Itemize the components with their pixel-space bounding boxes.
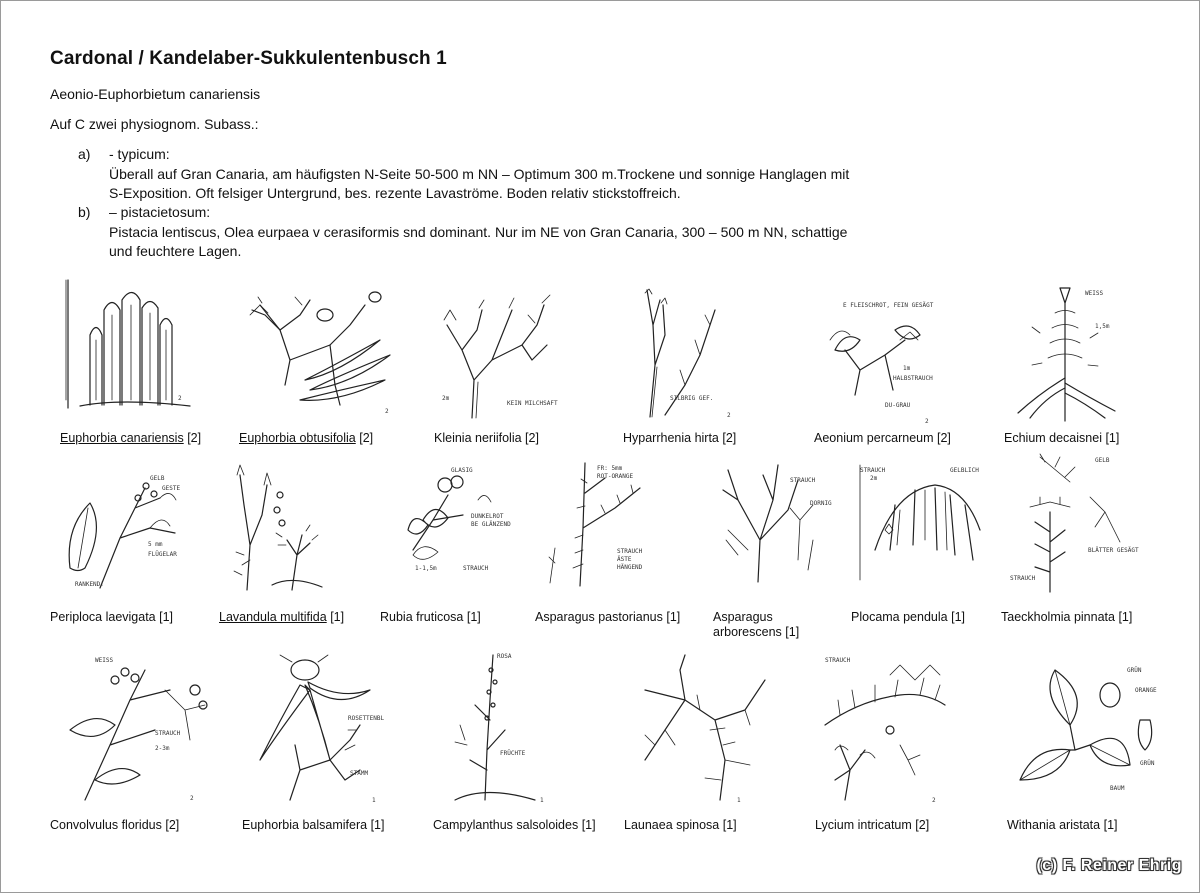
plant-caption <box>1007 818 1118 833</box>
svg-text:ROT-ORANGE: ROT-ORANGE <box>597 473 634 480</box>
plant-count: [2] <box>722 431 737 445</box>
sketch-note: SILBRIG GEF. <box>670 395 714 402</box>
plant-count: [2] <box>187 431 202 445</box>
plant-name: Launaea spinosa <box>624 818 720 832</box>
plant-name: Convolvulus floridus <box>50 818 162 832</box>
svg-text:FRÜCHTE: FRÜCHTE <box>500 750 526 757</box>
plant-count: [2] <box>525 431 539 445</box>
plant-name: Withania aristata <box>1007 818 1101 832</box>
sketch-note: GRÜN <box>1127 667 1142 674</box>
plant-name: Campylanthus salsoloides <box>433 818 579 832</box>
campylanthus-salsoloides-sketch <box>445 650 560 805</box>
sketch-note: BAUM <box>1110 785 1125 792</box>
withania-aristata-sketch <box>1015 650 1170 805</box>
aeonium-percarneum-sketch <box>815 295 945 425</box>
plant-name: Euphorbia balsamifera <box>242 818 368 832</box>
plant-count: [1] <box>785 625 800 639</box>
convolvulus-floridus-sketch <box>55 650 215 805</box>
plant-caption <box>1004 431 1119 446</box>
echium-decaisnei-sketch <box>1010 283 1125 423</box>
plant-count: [2] <box>359 431 374 445</box>
plant-name: Aeonium percarneum <box>814 431 934 445</box>
sketch-note: FR: 5mm <box>597 465 623 472</box>
svg-text:BE GLÄNZEND: BE GLÄNZEND <box>471 521 511 528</box>
item-text-line: Pistacia lentiscus, Olea eurpaea v cerasiformis snd dominant. Nur im NE von Gran Canaria, 300 – 500 m NN, schattige <box>109 223 848 240</box>
plant-name: Echium decaisnei <box>1004 431 1102 445</box>
svg-text:RANKEND!: RANKEND! <box>75 581 104 588</box>
svg-text:ROSETTENBL: ROSETTENBL <box>348 715 385 722</box>
sketch-note: 2 <box>385 408 389 415</box>
plant-count: [1] <box>666 610 681 624</box>
plant-count: [1] <box>1103 818 1118 832</box>
sketch-note: HALBSTRAUCH <box>893 375 933 382</box>
sketch-note: 2 <box>932 797 936 804</box>
lycium-intricatum-sketch <box>820 650 950 805</box>
item-text-line: und feuchtere Lagen. <box>109 243 242 259</box>
item-letter: b) <box>78 204 91 220</box>
plant-caption <box>624 818 737 833</box>
plant-name: Periploca laevigata <box>50 610 156 624</box>
plant-count: [1] <box>466 610 481 624</box>
sketch-note: STRAUCH <box>155 730 181 737</box>
plant-name: Rubia fruticosa <box>380 610 464 624</box>
plant-name: Plocama pendula <box>851 610 948 624</box>
svg-text:ROSA: ROSA <box>497 653 512 660</box>
item-letter: a) <box>78 146 91 162</box>
sketch-note: 1 <box>372 797 376 804</box>
association-name: Aeonio-Euphorbietum canariensis <box>50 86 261 102</box>
svg-text:BLÄTTER GESÄGT: BLÄTTER GESÄGT <box>1088 547 1139 554</box>
sketch-note: STRAUCH <box>860 467 886 474</box>
plant-caption <box>60 431 201 446</box>
sketch-note: 2 <box>727 412 731 419</box>
plant-name: Euphorbia canariensis <box>60 431 184 445</box>
plant-count: [1] <box>581 818 596 832</box>
plant-name: Lavandula multifida <box>219 610 327 624</box>
plant-caption <box>535 610 680 625</box>
sketch-note: 2m <box>442 395 450 402</box>
asparagus-pastorianus-sketch <box>545 458 665 588</box>
plant-name: Kleinia neriifolia <box>434 431 522 445</box>
taeckholmia-pinnata-sketch <box>1010 452 1139 602</box>
copyright-credit: (c) F. Reiner Ehrig <box>1036 857 1182 874</box>
sketch-note: KEIN MILCHSAFT <box>507 400 558 407</box>
item-text-line: Überall auf Gran Canaria, am häufigsten N-Seite 50-500 m NN – Optimum 300 m.Trockene und sonnige Hanglagen mit <box>109 165 850 182</box>
rubia-fruticosa-sketch <box>393 460 523 585</box>
plant-count: [1] <box>722 818 737 832</box>
plant-caption <box>1001 610 1132 625</box>
svg-text:E FLEISCHROT, FEIN GESÄGT: E FLEISCHROT, FEIN GESÄGT <box>843 302 934 309</box>
sketch-note: 1,5m <box>1095 323 1110 330</box>
plant-caption <box>50 818 179 833</box>
svg-text:1-1,5m: 1-1,5m <box>415 565 437 572</box>
sketch-note: 1 <box>737 797 741 804</box>
svg-text:ÄSTE: ÄSTE <box>617 556 632 563</box>
plant-caption <box>623 431 736 446</box>
plant-caption <box>434 431 539 446</box>
plant-count: [1] <box>1105 431 1120 445</box>
euphorbia-obtusifolia-sketch <box>240 285 400 420</box>
plant-count: [1] <box>159 610 174 624</box>
sketch-note: GELB <box>1095 457 1110 464</box>
plant-name: Lycium intricatum <box>815 818 912 832</box>
sketch-note: DU-GRAU <box>885 402 911 409</box>
asparagus-arborescens-sketch <box>718 460 838 585</box>
plant-count: [1] <box>951 610 965 624</box>
plant-name: Hyparrhenia hirta <box>623 431 719 445</box>
euphorbia-canariensis-sketch <box>60 280 210 415</box>
plant-count: [2] <box>937 431 951 445</box>
sketch-note: 1 <box>540 797 544 804</box>
plant-caption <box>851 610 965 625</box>
item-text-line: S-Exposition. Oft felsiger Untergrund, bes. rezente Lavaströme. Boden relativ stickstoffreich. <box>109 185 681 201</box>
plant-name: Taeckholmia pinnata <box>1001 610 1115 624</box>
sketch-note: 2 <box>190 795 194 802</box>
sketch-note: GESTE <box>162 485 181 492</box>
sketch-note: STRAUCH <box>463 565 489 572</box>
plant-caption <box>50 610 173 625</box>
plant-name: Euphorbia obtusifolia <box>239 431 356 445</box>
svg-text:FLÜGELAR: FLÜGELAR <box>148 551 177 558</box>
sketch-note: STRAUCH <box>617 548 643 555</box>
svg-text:5 mm: 5 mm <box>148 541 163 548</box>
plant-name: Asparagus arborescens <box>713 610 782 639</box>
sketch-note: STRAUCH <box>790 477 816 484</box>
svg-text:GRÜN: GRÜN <box>1140 760 1155 767</box>
plant-caption <box>815 818 929 833</box>
svg-text:HÄNGEND: HÄNGEND <box>617 564 643 571</box>
sketch-note: ORANGE <box>1135 687 1157 694</box>
svg-text:2-3m: 2-3m <box>155 745 170 752</box>
sketch-note: STRAUCH <box>825 657 851 664</box>
kleinia-neriifolia-sketch <box>432 290 562 420</box>
plant-caption <box>433 818 596 833</box>
sketch-note: GLASIG <box>451 467 473 474</box>
sketch-note: 1m <box>903 365 911 372</box>
sketch-note: STRAUCH <box>1010 575 1036 582</box>
svg-text:DUNKELROT: DUNKELROT <box>471 513 504 520</box>
sketch-note: 2 <box>178 395 182 402</box>
lavandula-multifida-sketch <box>232 455 352 595</box>
sketch-note: GELBLICH <box>950 467 979 474</box>
periploca-laevigata-sketch <box>50 468 200 593</box>
plant-name: Asparagus pastorianus <box>535 610 663 624</box>
plant-caption <box>239 431 373 446</box>
sketch-note: WEISS <box>95 657 114 664</box>
hyparrhenia-hirta-sketch <box>625 285 755 420</box>
plant-count: [1] <box>330 610 345 624</box>
plant-caption <box>814 431 951 446</box>
item-heading: – pistacietosum: <box>109 204 211 220</box>
plant-count: [2] <box>915 818 930 832</box>
plant-caption <box>219 610 344 625</box>
sketch-note: WEISS <box>1085 290 1104 297</box>
svg-text:DORNIG: DORNIG <box>810 500 832 507</box>
sketch-note: STAMM <box>350 770 369 777</box>
plant-count: [1] <box>370 818 385 832</box>
euphorbia-balsamifera-sketch <box>250 650 385 805</box>
plant-count: [1] <box>1118 610 1133 624</box>
plant-caption <box>713 610 808 640</box>
sketch-note: 2 <box>925 418 929 425</box>
launaea-spinosa-sketch <box>625 650 775 805</box>
sketch-note: GELB <box>150 475 165 482</box>
subassociations-intro: Auf C zwei physiognom. Subass.: <box>50 116 259 132</box>
page-title: Cardonal / Kandelaber-Sukkulentenbusch 1 <box>50 48 447 69</box>
item-heading: - typicum: <box>109 146 170 162</box>
sketch-note: 2m <box>870 475 878 482</box>
plant-caption <box>380 610 481 625</box>
plant-count: [2] <box>165 818 180 832</box>
plocama-pendula-sketch <box>855 460 985 585</box>
plant-caption <box>242 818 384 833</box>
